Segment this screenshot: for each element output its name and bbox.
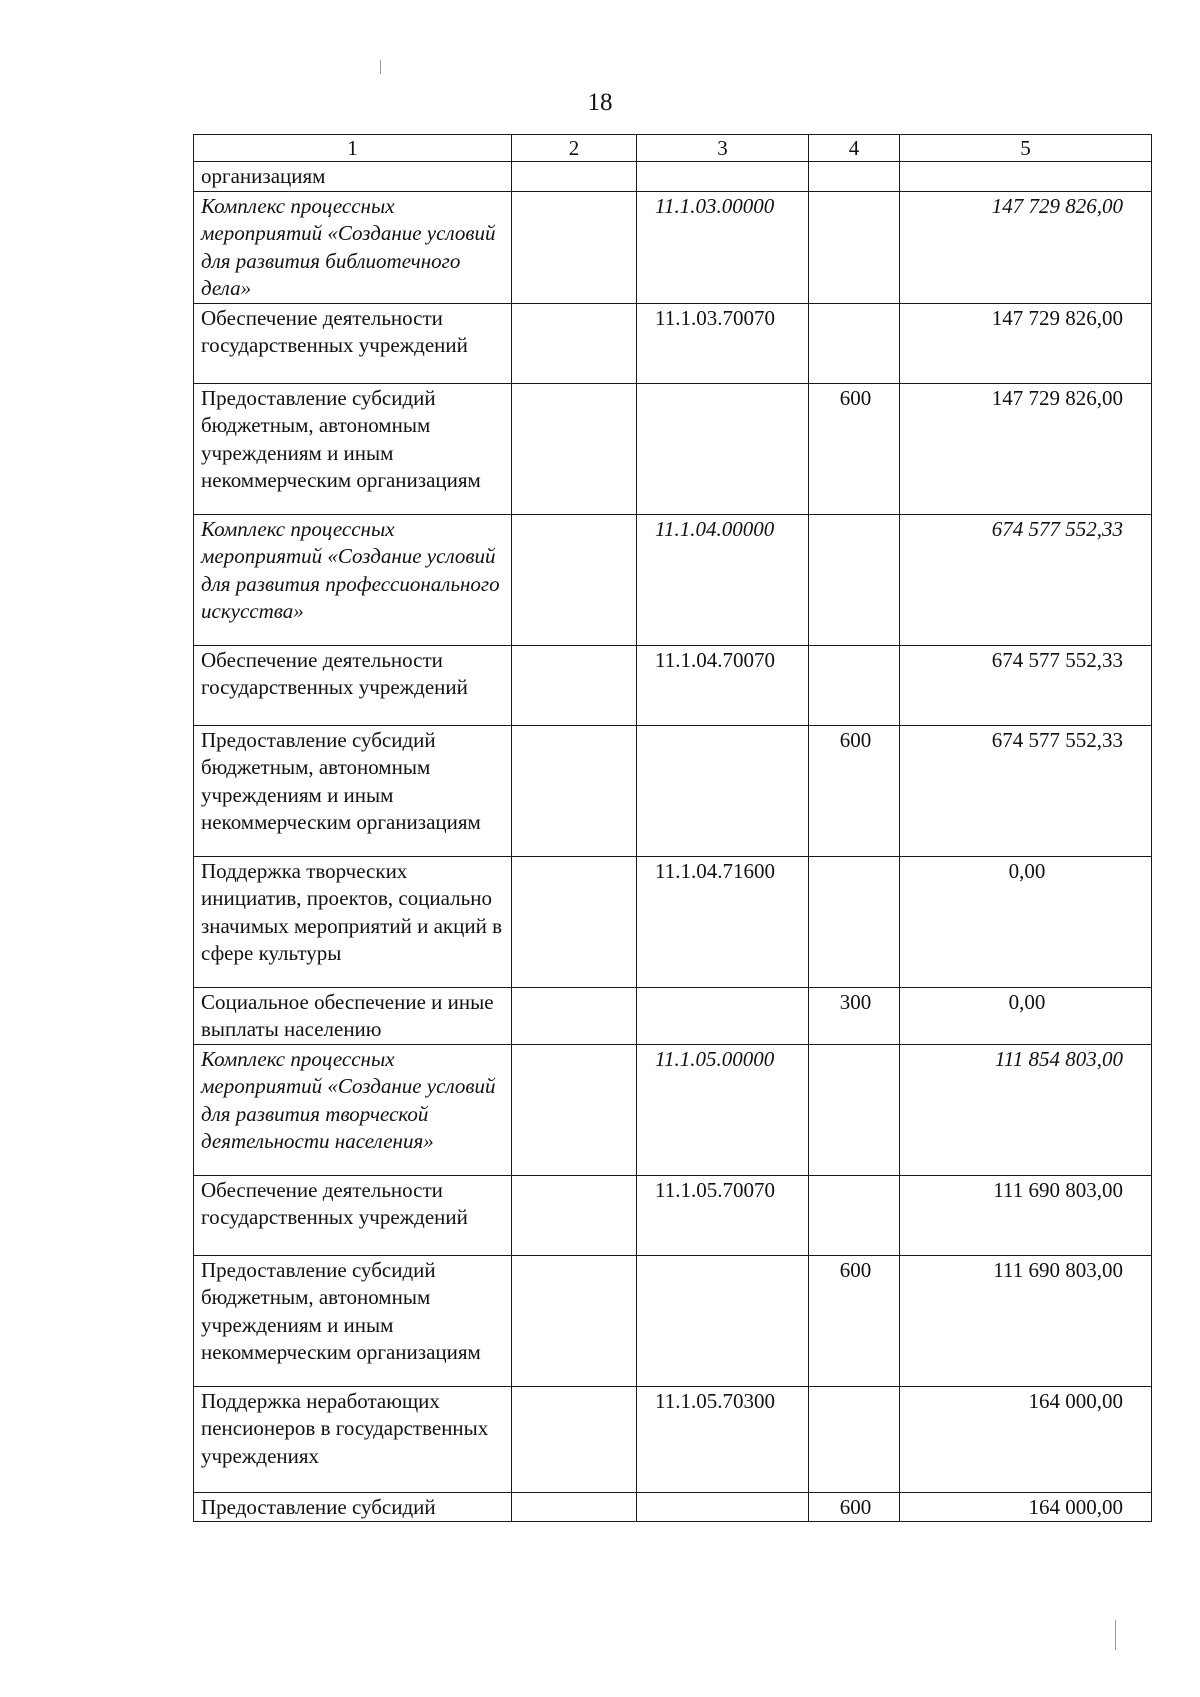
- row-name-cell: Обеспечение деятельности государственных учреждений: [194, 303, 512, 383]
- row-kind-cell: [809, 1386, 900, 1492]
- row-name-cell: Поддержка творческих инициатив, проектов, социально значимых мероприятий и акций в сфере культуры: [194, 856, 512, 987]
- row-amount-cell: 164 000,00: [900, 1386, 1152, 1492]
- row-kind-cell: [809, 645, 900, 725]
- row-col2-cell: [512, 1386, 637, 1492]
- table-row: [194, 1492, 1152, 1522]
- row-code-cell: 11.1.03.00000: [637, 191, 809, 303]
- header-cell-col4: 4: [809, 135, 900, 162]
- row-code-cell: 11.1.05.70300: [637, 1386, 809, 1492]
- table-row: [194, 1044, 1152, 1175]
- header-cell-col1: 1: [194, 135, 512, 162]
- table-row: [194, 1175, 1152, 1255]
- header-cell-col3: 3: [637, 135, 809, 162]
- table-row: [194, 645, 1152, 725]
- row-col2-cell: [512, 1255, 637, 1386]
- table-row: [194, 1386, 1152, 1492]
- row-kind-cell: 300: [809, 987, 900, 1044]
- table-row: [194, 987, 1152, 1044]
- row-name-cell: Комплекс процессных мероприятий «Создание условий для развития творческой деятельности населения»: [194, 1044, 512, 1175]
- row-name-cell: Предоставление субсидий бюджетным, автономным учреждениям и иным некоммерческим организациям: [194, 1255, 512, 1386]
- row-name-cell: Комплекс процессных мероприятий «Создание условий для развития библиотечного дела»: [194, 191, 512, 303]
- page-number: 18: [587, 89, 613, 116]
- row-amount-cell: 147 729 826,00: [900, 303, 1152, 383]
- row-col2-cell: [512, 1175, 637, 1255]
- row-col2-cell: [512, 725, 637, 856]
- row-code-cell: [637, 162, 809, 192]
- row-kind-cell: [809, 303, 900, 383]
- row-kind-cell: [809, 162, 900, 192]
- row-code-cell: 11.1.04.00000: [637, 514, 809, 645]
- row-name-cell: Обеспечение деятельности государственных учреждений: [194, 645, 512, 725]
- row-name-cell: Комплекс процессных мероприятий «Создание условий для развития профессионального искусства»: [194, 514, 512, 645]
- row-col2-cell: [512, 856, 637, 987]
- row-amount-cell: 674 577 552,33: [900, 725, 1152, 856]
- row-kind-cell: [809, 1175, 900, 1255]
- row-code-cell: [637, 725, 809, 856]
- row-code-cell: 11.1.03.70070: [637, 303, 809, 383]
- row-kind-cell: [809, 856, 900, 987]
- row-code-cell: [637, 1492, 809, 1522]
- row-amount-cell: 147 729 826,00: [900, 383, 1152, 514]
- header-cell-col2: 2: [512, 135, 637, 162]
- header-cell-col5: 5: [900, 135, 1152, 162]
- table-row: [194, 514, 1152, 645]
- budget-table: [193, 134, 1152, 1522]
- table-row: [194, 725, 1152, 856]
- row-kind-cell: 600: [809, 383, 900, 514]
- row-name-cell: Социальное обеспечение и иные выплаты населению: [194, 987, 512, 1044]
- row-amount-cell: 111 854 803,00: [900, 1044, 1152, 1175]
- row-amount-cell: 674 577 552,33: [900, 514, 1152, 645]
- row-name-cell: Поддержка неработающих пенсионеров в государственных учреждениях: [194, 1386, 512, 1492]
- row-name-cell: Обеспечение деятельности государственных учреждений: [194, 1175, 512, 1255]
- row-code-cell: 11.1.04.70070: [637, 645, 809, 725]
- table-header-row: [194, 135, 1152, 162]
- scan-artifact: [1115, 1620, 1116, 1650]
- row-code-cell: 11.1.05.70070: [637, 1175, 809, 1255]
- table-row: [194, 383, 1152, 514]
- row-amount-cell: 0,00: [900, 856, 1152, 987]
- table-row: [194, 191, 1152, 303]
- row-name-cell: Предоставление субсидий: [194, 1492, 512, 1522]
- row-name-cell: Предоставление субсидий бюджетным, автономным учреждениям и иным некоммерческим организациям: [194, 725, 512, 856]
- row-col2-cell: [512, 162, 637, 192]
- table-row: [194, 856, 1152, 987]
- table-row: [194, 1255, 1152, 1386]
- row-kind-cell: 600: [809, 1492, 900, 1522]
- row-amount-cell: 147 729 826,00: [900, 191, 1152, 303]
- row-kind-cell: [809, 191, 900, 303]
- row-col2-cell: [512, 303, 637, 383]
- row-col2-cell: [512, 383, 637, 514]
- row-amount-cell: 111 690 803,00: [900, 1175, 1152, 1255]
- row-code-cell: [637, 1255, 809, 1386]
- row-col2-cell: [512, 1044, 637, 1175]
- row-name-cell: Предоставление субсидий бюджетным, автономным учреждениям и иным некоммерческим организациям: [194, 383, 512, 514]
- row-amount-cell: 111 690 803,00: [900, 1255, 1152, 1386]
- row-name-cell: организациям: [194, 162, 512, 192]
- table-row: [194, 162, 1152, 192]
- row-col2-cell: [512, 514, 637, 645]
- row-amount-cell: 164 000,00: [900, 1492, 1152, 1522]
- row-kind-cell: [809, 1044, 900, 1175]
- row-kind-cell: [809, 514, 900, 645]
- budget-table-body: [194, 135, 1152, 1522]
- row-col2-cell: [512, 1492, 637, 1522]
- row-kind-cell: 600: [809, 1255, 900, 1386]
- table-row: [194, 303, 1152, 383]
- row-amount-cell: 674 577 552,33: [900, 645, 1152, 725]
- row-amount-cell: [900, 162, 1152, 192]
- row-kind-cell: 600: [809, 725, 900, 856]
- row-col2-cell: [512, 987, 637, 1044]
- row-col2-cell: [512, 191, 637, 303]
- scan-artifact: [380, 60, 381, 74]
- row-code-cell: [637, 383, 809, 514]
- row-amount-cell: 0,00: [900, 987, 1152, 1044]
- row-col2-cell: [512, 645, 637, 725]
- row-code-cell: 11.1.04.71600: [637, 856, 809, 987]
- row-code-cell: [637, 987, 809, 1044]
- row-code-cell: 11.1.05.00000: [637, 1044, 809, 1175]
